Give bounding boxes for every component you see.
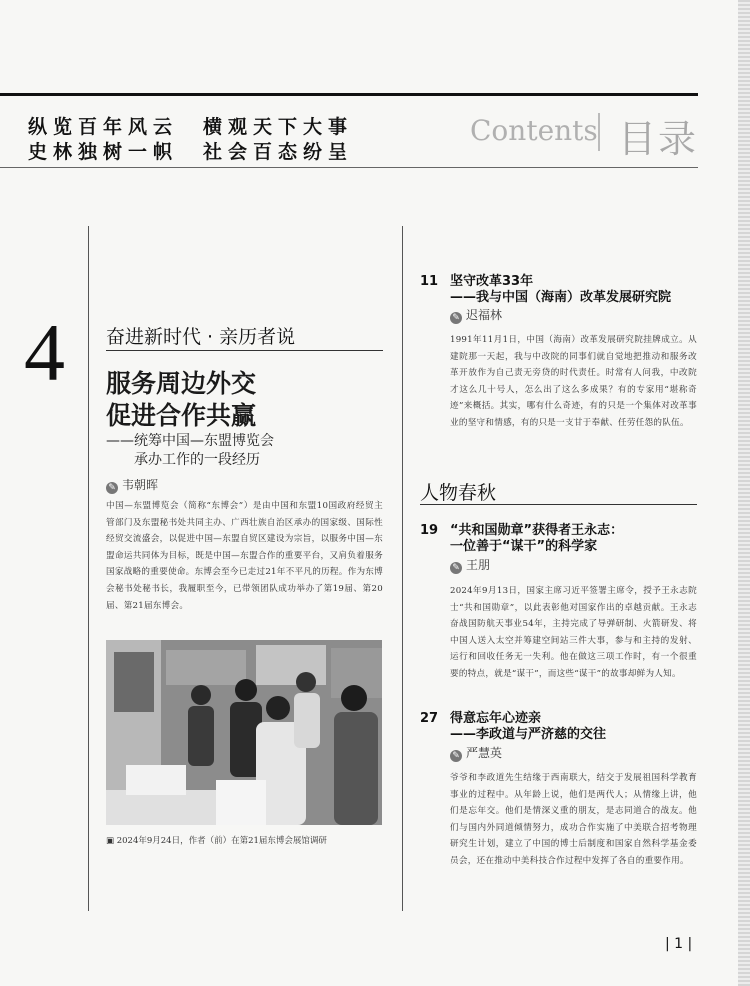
article-2-page: 19 bbox=[420, 523, 439, 538]
article-1-author-name: 迟福林 bbox=[466, 308, 503, 322]
center-column-rule bbox=[402, 226, 403, 911]
feature-title-line-2: 促进合作共赢 bbox=[106, 401, 257, 430]
article-1-title[interactable]: 坚守改革33年 bbox=[450, 274, 534, 289]
article-3-page: 27 bbox=[420, 711, 439, 726]
feature-title-line-1: 服务周边外交 bbox=[106, 369, 257, 398]
feature-body: 中国—东盟博览会（简称“东博会”）是由中国和东盟10国政府经贸主管部门及东盟秘书处共同主办、广西壮族自治区承办的国家级、国际性经贸交流盛会，以促进中国—东盟自贸区建设为宗旨，以服务中国—东盟命运共同体为目标，既是中国—东盟合作的重要平台，又肩负着服务国家战略的重要使命。东博会至今已走过21年不平凡的历程。作为东博会秘书处秘书长，我履职至今，已带领团队成功举办了第19届、第20届、第21届东博会。 bbox=[106, 501, 383, 611]
page-number-value: 1 bbox=[674, 936, 684, 952]
article-2-author-name: 王朋 bbox=[466, 558, 491, 572]
article-1-author bbox=[450, 306, 502, 324]
pen-icon: ✎ bbox=[450, 750, 462, 762]
article-1-body: 1991年11月1日，中国（海南）改革发展研究院挂牌成立。从建院那一天起，我与中改院的同事们就自觉地把推动和服务改革开放作为自己责无旁贷的时代责任。时常有人问我，中改院才这么几十号人，怎么出了这么多成果？有的专家用“堪称奇迹”来概括。其实，哪有什么奇迹，有的只是一个集体对改革事业的坚守和情感，有的只是一支甘于奉献、任劳任怨的队伍。 bbox=[450, 335, 697, 428]
header-top-rule bbox=[0, 93, 698, 96]
pen-icon: ✎ bbox=[106, 482, 118, 494]
feature-subtitle-line-1: ——统筹中国—东盟博览会 bbox=[106, 433, 274, 449]
article-3-title[interactable]: 得意忘年心迹亲 bbox=[450, 711, 542, 726]
contents-english-label: Contents bbox=[470, 114, 598, 147]
contents-chinese-label: 目录 bbox=[618, 117, 699, 161]
image-icon: ▣ bbox=[106, 836, 115, 846]
article-2-author bbox=[450, 556, 490, 574]
article-1-subtitle: ——我与中国（海南）改革发展研究院 bbox=[450, 290, 672, 305]
photo-caption bbox=[106, 834, 327, 846]
slogan-line-1: 纵览百年风云 横观天下大事 bbox=[28, 116, 354, 138]
feature-author bbox=[106, 476, 158, 494]
feature-photo bbox=[106, 640, 382, 825]
page-number-bar-left: | bbox=[665, 936, 670, 952]
page-number-bar-right: | bbox=[687, 936, 693, 952]
header-divider bbox=[598, 113, 600, 151]
article-2-title-line-1[interactable]: “共和国勋章”获得者王永志： bbox=[450, 523, 624, 538]
photo-caption-text: 2024年9月24日，作者（前）在第21届东博会展馆调研 bbox=[116, 836, 327, 846]
feature-page-number: 4 bbox=[24, 307, 65, 398]
header-bottom-rule bbox=[0, 167, 698, 168]
section-rule-people bbox=[420, 504, 697, 505]
feature-subtitle-line-2: 承办工作的一段经历 bbox=[134, 452, 260, 468]
article-2-body: 2024年9月13日，国家主席习近平签署主席令，授予王永志院士“共和国勋章”，以此表彰他对国家作出的卓越贡献。王永志奋战国防航天事业54年，主持完成了导弹研制、火箭研发、将中国人送入太空并筹建空间站三件大事，参与和主持的发射、运行和回收任务无一失利。他在做这三项工作时，有一个很重要的特点，就是“谋干”，而这些“谋干”的故事却鲜为人知。 bbox=[450, 586, 697, 679]
pen-icon: ✎ bbox=[450, 562, 462, 574]
article-3-author bbox=[450, 744, 502, 762]
section-rule-feature bbox=[106, 350, 383, 351]
pen-icon: ✎ bbox=[450, 312, 462, 324]
page-edge-shadow bbox=[738, 0, 750, 986]
feature-author-name: 韦朝晖 bbox=[122, 478, 159, 492]
article-3-subtitle: ——李政道与严济慈的交往 bbox=[450, 727, 607, 742]
article-1-page: 11 bbox=[420, 274, 439, 289]
article-2-title-line-2: 一位善于“谋干”的科学家 bbox=[450, 539, 598, 554]
page-number bbox=[665, 936, 692, 952]
section-title-people: 人物春秋 bbox=[420, 482, 497, 504]
article-3-body: 爷爷和李政道先生结缘于西南联大，结交于发展祖国科学教育事业的过程中。从年龄上说，他们是两代人；从情缘上讲，他们是忘年交。他们是情深义重的朋友，是志同道合的战友。他们与国内外同道倾情努力，成功合作实施了中美联合招考物理研究生计划，建立了中国的博士后制度和国家自然科学基金委员会，还在推动中美科技合作过程中发挥了各自的重要作用。 bbox=[450, 773, 697, 866]
left-column-rule bbox=[88, 226, 89, 911]
slogan-line-2: 史林独树一帜 社会百态纷呈 bbox=[28, 141, 354, 163]
feature-title[interactable] bbox=[106, 368, 256, 432]
photo-illustration bbox=[106, 640, 382, 825]
article-3-author-name: 严慧英 bbox=[466, 746, 503, 760]
section-title-feature: 奋进新时代 · 亲历者说 bbox=[106, 326, 296, 348]
